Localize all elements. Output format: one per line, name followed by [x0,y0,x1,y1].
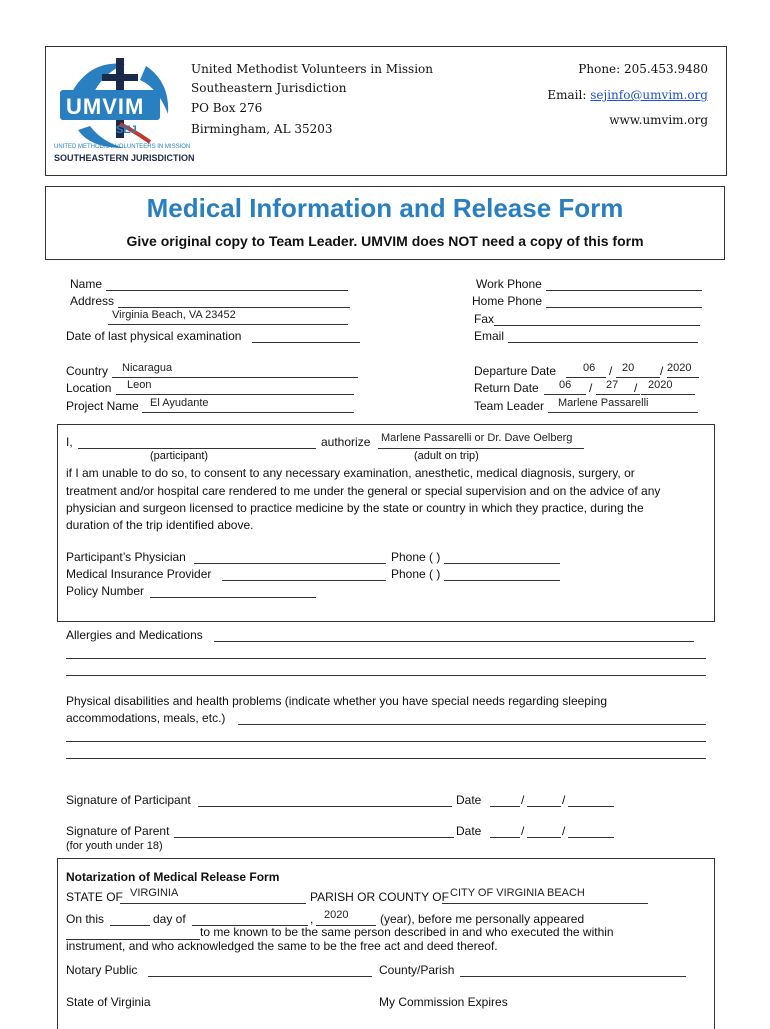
name-label: Name [70,277,103,291]
form-title: Medical Information and Release Form [146,193,624,223]
fax-label: Fax [474,312,495,326]
fax-field[interactable] [494,312,700,326]
policy-label: Policy Number [66,584,145,598]
insurance-phone-label: Phone ( ) [391,567,441,581]
logo-sub-text: SEJ [116,124,137,136]
date-slash: / [589,381,593,395]
participant-date-month[interactable] [490,793,520,807]
year-value: 2020 [324,909,349,921]
month-field[interactable] [192,912,308,926]
date-slash: / [660,364,664,378]
state-value: VIRGINIA [130,887,179,899]
project-value: El Ayudante [150,397,209,409]
participant-signature-field[interactable] [198,793,452,807]
location-field[interactable] [116,381,354,395]
org-line-4: Birmingham, AL 35203 [191,122,333,136]
country-label: Country [66,364,109,378]
website-text: www.umvim.org [609,113,708,127]
physician-label: Participant’s Physician [66,550,186,564]
last-exam-label: Date of last physical examination [66,329,242,343]
location-value: Leon [127,379,152,391]
date-slash: / [609,364,613,378]
disabilities-field-1[interactable] [238,711,706,725]
departure-label: Departure Date [474,364,557,378]
address-value: Virginia Beach, VA 23452 [112,309,236,321]
home-phone-field[interactable] [546,294,702,308]
org-line-2: Southeastern Jurisdiction [191,81,347,95]
notary-public-field[interactable] [148,963,372,977]
org-line-3: PO Box 276 [191,101,263,115]
physician-phone-field[interactable] [444,550,560,564]
insurance-phone-field[interactable] [444,567,560,581]
appeared-name-field[interactable] [66,926,200,940]
insurance-field[interactable] [222,567,386,581]
country-value: Nicaragua [122,362,173,374]
instrument-text: instrument, and who acknowledged the same to be the free act and deed thereof. [66,939,498,953]
date-slash: / [521,824,525,838]
adult-value: Marlene Passarelli or Dr. Dave Oelberg [381,432,573,444]
email-label: Email: [547,88,591,102]
on-this-label: On this [66,912,105,926]
email-field[interactable] [508,329,698,343]
team-leader-value: Marlene Passarelli [558,397,649,409]
name-field[interactable] [106,277,348,291]
state-of-label: State of Virginia [66,995,151,1009]
address-label: Address [70,294,115,308]
physician-field[interactable] [194,550,386,564]
participant-date-label: Date [456,793,482,807]
parent-date-label: Date [456,824,482,838]
date-slash: / [562,793,566,807]
parent-date-month[interactable] [490,824,520,838]
state-label: STATE OF [66,890,123,904]
allergies-label: Allergies and Medications [66,628,203,642]
parent-signature-field[interactable] [174,824,454,838]
departure-month: 06 [583,362,596,374]
year-suffix: (year), before me personally appeared [380,912,585,926]
date-slash: / [634,381,638,395]
work-phone-field[interactable] [546,277,702,291]
comma: , [310,912,314,926]
county-parish-label: County/Parish [379,963,455,977]
commission-label: My Commission Expires [379,995,508,1009]
org-line-1: United Methodist Volunteers in Mission [191,62,434,76]
departure-day: 20 [622,362,635,374]
disabilities-field-2[interactable] [66,728,706,742]
logo-tagline-2: SOUTHEASTERN JURISDICTION [54,153,195,163]
date-slash: / [521,793,525,807]
project-label: Project Name [66,399,139,413]
return-day: 27 [606,379,619,391]
logo-main-text: UMVIM [66,94,145,119]
email-field-label: Email [474,329,505,343]
county-parish-field[interactable] [460,963,686,977]
allergies-field-3[interactable] [66,662,706,676]
notary-public-label: Notary Public [66,963,138,977]
consent-line-3: physician and surgeon licensed to practice medicine by the state or country in which they practice, during the [66,501,644,515]
return-label: Return Date [474,381,539,395]
participant-signature-label: Signature of Participant [66,793,191,807]
consent-line-4: duration of the trip identified above. [66,518,254,532]
physician-phone-label: Phone ( ) [391,550,441,564]
return-year: 2020 [648,379,673,391]
disabilities-line-2: accommodations, meals, etc.) [66,711,226,725]
departure-year: 2020 [667,362,692,374]
form-subtitle: Give original copy to Team Leader. UMVIM does NOT need a copy of this form [126,233,644,249]
consent-line-1: if I am unable to do so, to consent to any necessary examination, anesthetic, medical diagnosis, surgery, or [66,466,635,480]
day-of-label: day of [153,912,186,926]
last-exam-field[interactable] [252,329,360,343]
location-label: Location [66,381,112,395]
date-slash: / [562,824,566,838]
logo-tagline-1: UNITED METHODIST VOLUNTEERS IN MISSION [54,144,191,150]
email-line [547,88,708,102]
i-label: I, [66,435,73,449]
return-month: 06 [559,379,572,391]
umvim-logo [50,52,195,170]
parent-date-day[interactable] [527,824,561,838]
day-field[interactable] [110,912,150,926]
known-text: to me known to be the same person described in and who executed the within [200,925,614,939]
consent-line-2: treatment and/or hospital care rendered to me under the general or special supervision and on the advice of any [66,484,661,498]
disabilities-line-1: Physical disabilities and health problems (indicate whether you have special needs regarding sleeping [66,694,607,708]
parent-date-year[interactable] [568,824,614,838]
authorize-word: authorize [321,435,371,449]
participant-date-day[interactable] [527,793,561,807]
notary-heading: Notarization of Medical Release Form [66,870,280,884]
participant-caption: (participant) [150,450,209,462]
work-phone-label: Work Phone [476,277,542,291]
parent-signature-label: Signature of Parent [66,824,170,838]
allergies-field-2[interactable] [66,645,706,659]
parish-label: PARISH OR COUNTY OF [310,890,449,904]
phone-text: Phone: 205.453.9480 [578,62,708,76]
allergies-field-1[interactable] [214,628,694,642]
address-field-1[interactable] [118,294,350,308]
parish-value: CITY OF VIRGINIA BEACH [450,887,585,899]
adult-caption: (adult on trip) [414,450,479,462]
policy-field[interactable] [150,584,316,598]
team-leader-label: Team Leader [474,399,545,413]
participant-date-year[interactable] [568,793,614,807]
disabilities-field-3[interactable] [66,745,706,759]
home-phone-label: Home Phone [472,294,543,308]
youth-caption: (for youth under 18) [66,840,163,852]
email-link[interactable]: sejinfo@umvim.org [590,88,708,102]
insurance-label: Medical Insurance Provider [66,567,212,581]
participant-field[interactable] [78,435,316,449]
